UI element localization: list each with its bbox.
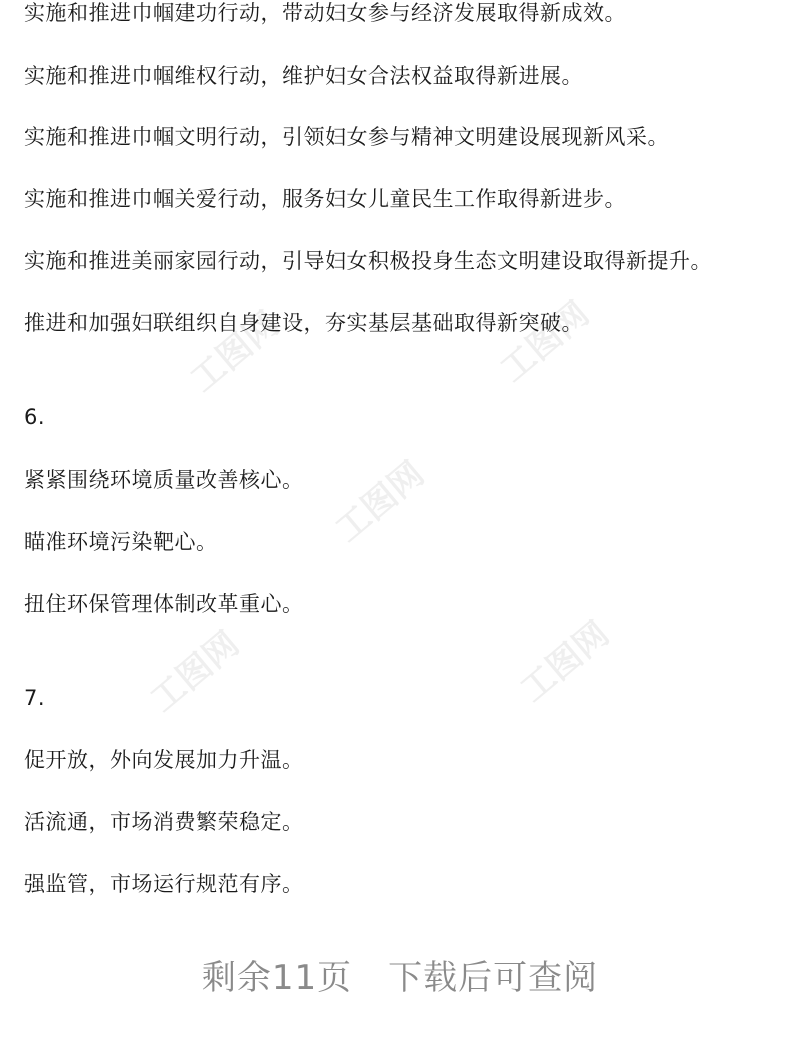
text-line: 推进和加强妇联组织自身建设，夯实基层基础取得新突破。 [24,311,583,335]
remaining-pages-label: 剩余11页 [201,958,353,998]
text-line: 实施和推进巾帼建功行动，带动妇女参与经济发展取得新成效。 [24,1,626,25]
watermark-logo: 工图网 [143,623,247,721]
remaining-pages-banner[interactable] [0,956,800,1000]
section-number: 6. [24,405,46,429]
download-to-view-label: 下载后可查阅 [388,958,599,998]
watermark-logo: 工图网 [183,303,287,401]
text-line: 扭住环保管理体制改革重心。 [24,592,304,616]
watermark-logo: 工图网 [513,613,617,711]
section-number: 7. [24,686,46,710]
text-line: 瞄准环境污染靶心。 [24,530,218,554]
text-line: 活流通，市场消费繁荣稳定。 [24,810,304,834]
text-line: 实施和推进巾帼维权行动，维护妇女合法权益取得新进展。 [24,64,583,88]
text-line: 紧紧围绕环境质量改善核心。 [24,468,304,492]
text-line: 实施和推进巾帼文明行动，引领妇女参与精神文明建设展现新风采。 [24,125,669,149]
text-line: 实施和推进美丽家园行动，引导妇女积极投身生态文明建设取得新提升。 [24,249,712,273]
text-line: 促开放，外向发展加力升温。 [24,748,304,772]
watermark-logo: 工图网 [328,453,432,551]
text-line: 强监管，市场运行规范有序。 [24,872,304,896]
text-line: 实施和推进巾帼关爱行动，服务妇女儿童民生工作取得新进步。 [24,187,626,211]
watermark-logo: 工图网 [493,293,597,391]
